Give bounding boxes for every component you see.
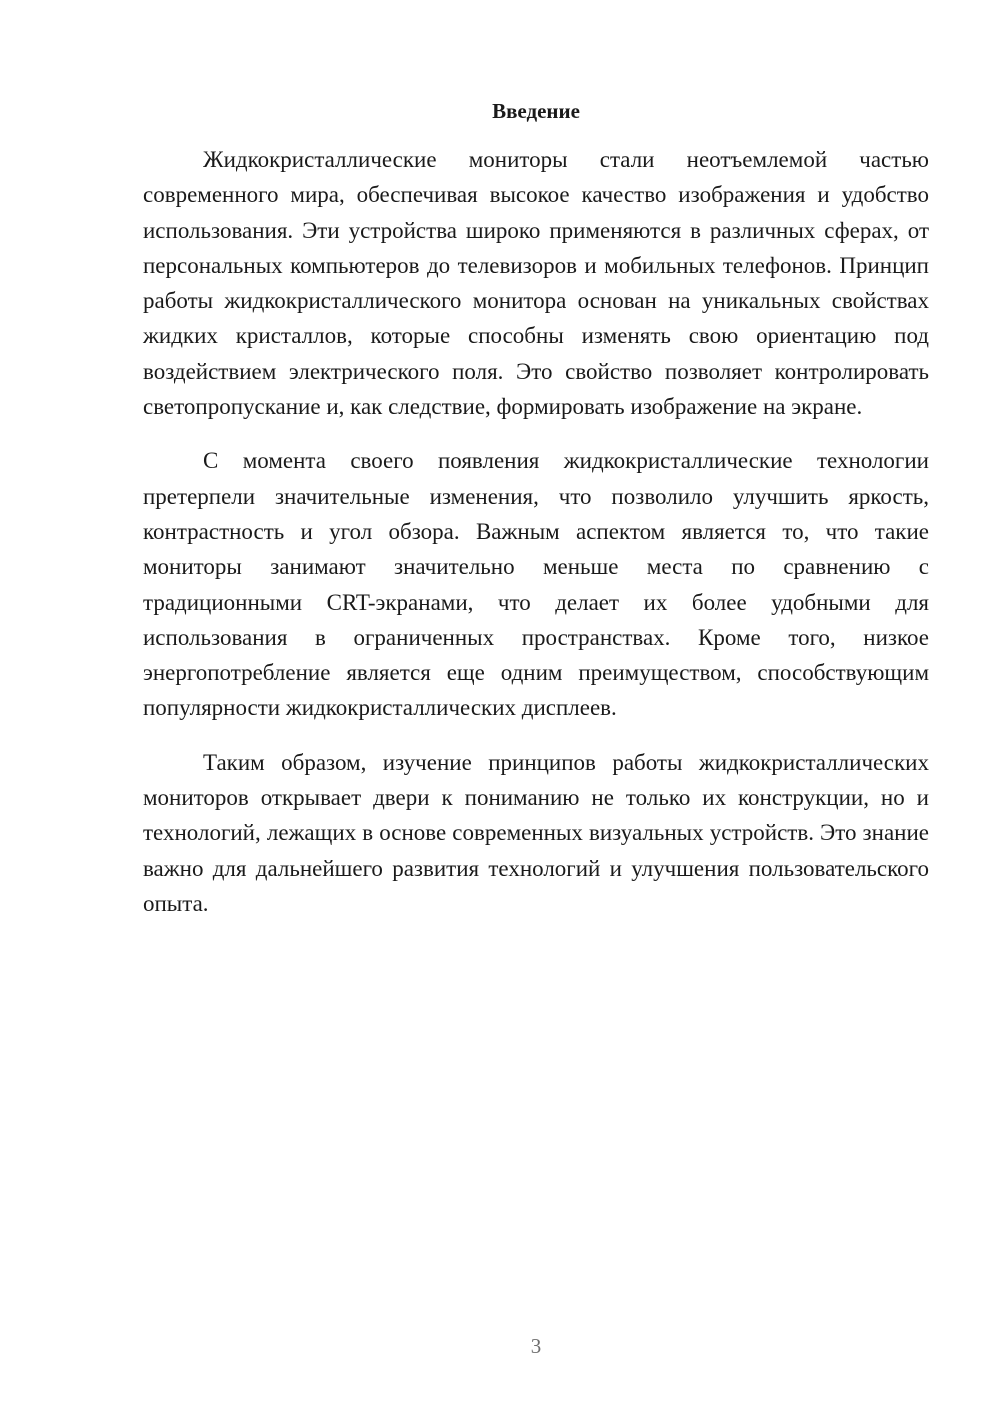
paragraph-3: Таким образом, изучение принципов работы жидкокристаллических мониторов открывает двери к пониманию не только их конструкции, но и технологий, лежащих в основе современных визуальных устройств. Это знание важно для дальнейшего развития технологий и улучшения пользовательского опыта. [143, 749, 929, 916]
body-text [143, 142, 929, 940]
paragraph-1: Жидкокристаллические мониторы стали неотъемлемой частью современного мира, обеспечивая высокое качество изображения и удобство использования. Эти устройства широко применяются в различных сферах, от персональных компьютеров до телевизоров и мобильных телефонов. Принцип работы жидкокристаллического монитора основан на уникальных свойствах жидких кристаллов, которые способны изменять свою ориентацию под воздействием электрического поля. Это свойство позволяет контролировать светопропускание и, как следствие, формировать изображение на экране. [143, 147, 929, 420]
paragraph-2: С момента своего появления жидкокристаллические технологии претерпели значительные изменения, что позволило улучшить яркость, контрастность и угол обзора. Важным аспектом является то, что такие мониторы занимают значительно меньше места по сравнению с традиционными CRT-экранами, что делает их более удобными для использования в ограниченных пространствах. Кроме того, низкое энергопотребление является еще одним преимуществом, способствующим популярности жидкокристаллических дисплеев. [143, 448, 929, 721]
page-number: 3 [530, 1334, 542, 1358]
section-heading: Введение [492, 99, 580, 123]
